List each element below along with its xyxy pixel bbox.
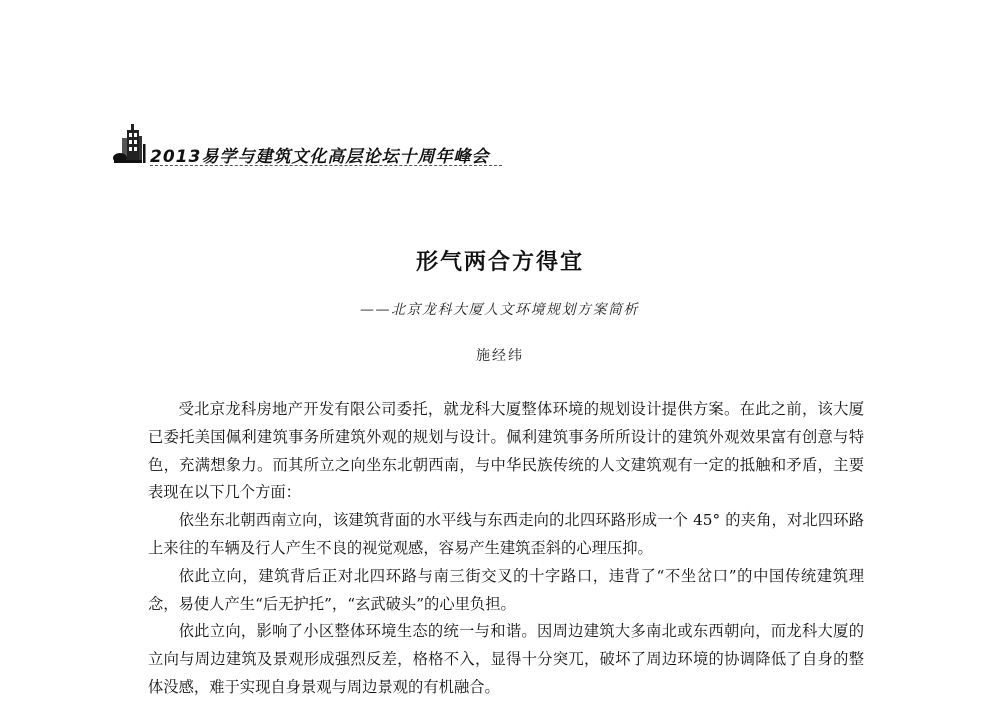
body-paragraph: 依坐东北朝西南立向，该建筑背面的水平线与东西走向的北四环路形成一个 45° 的夹角，对北四环路上来往的车辆及行人产生不良的视觉观感，容易产生建筑歪斜的心理压抑。 — [148, 511, 864, 557]
body-paragraph: 依此立向，建筑背后正对北四环路与南三街交叉的十字路口，违背了“不坐岔口”的中国传统建筑理念，易使人产生“后无护托”，“玄武破头”的心里负担。 — [148, 566, 864, 613]
conference-emblem-icon — [112, 124, 150, 166]
article-body — [148, 396, 864, 702]
article-author: 施经纬 — [476, 348, 524, 364]
body-paragraph: 受北京龙科房地产开发有限公司委托，就龙科大厦整体环境的规划设计提供方案。在此之前，该大厦已委托美国佩利建筑事务所建筑外观的规划与设计。佩利建筑事务所所设计的建筑外观效果富有创意与特色，充满想象力。而其所立之向坐东北朝西南，与中华民族传统的人文建筑观有一定的抵触和矛盾，主要表现在以下几个方面： — [148, 400, 864, 502]
body-paragraph: 依此立向，影响了小区整体环境生态的统一与和谐。因周边建筑大多南北或东西朝向，而龙科大厦的立向与周边建筑及景观形成强烈反差，格格不入，显得十分突兀，破坏了周边环境的协调降低了自身的整体没感，难于实现自身景观与周边景观的有机融合。 — [148, 622, 864, 696]
header-dashed-rule — [150, 165, 502, 166]
running-header — [112, 124, 502, 168]
running-header-title: 2013易学与建筑文化高层论坛十周年峰会 — [150, 147, 490, 167]
article-title: 形气两合方得宜 — [415, 250, 584, 275]
article-subtitle: ——北京龙科大厦人文环境规划方案简析 — [360, 302, 639, 318]
